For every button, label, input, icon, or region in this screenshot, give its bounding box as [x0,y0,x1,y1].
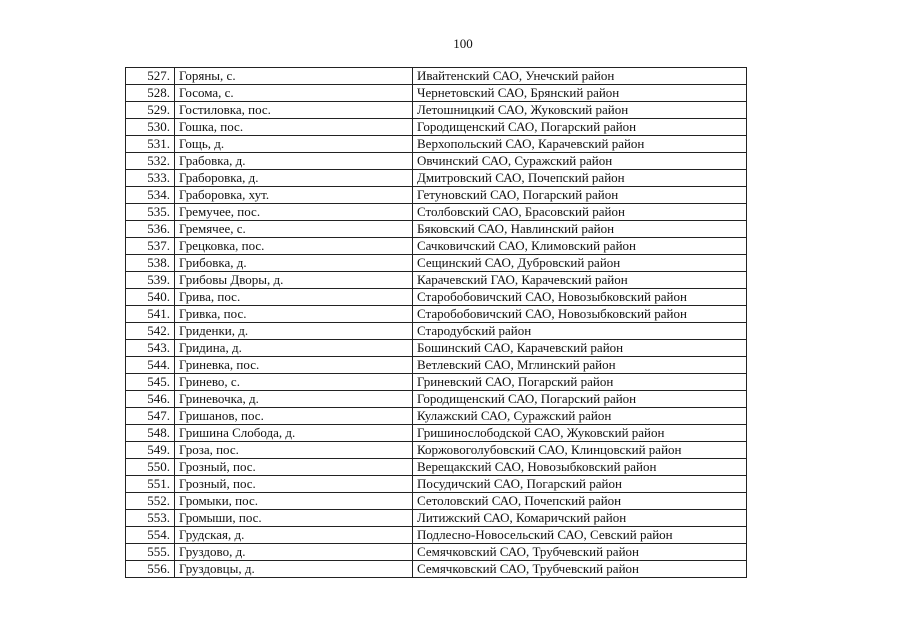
administrative-unit-cell: Посудичский САО, Погарский район [413,476,747,493]
administrative-unit-cell: Семячковский САО, Трубчевский район [413,561,747,578]
settlements-table-body [126,68,747,578]
administrative-unit-cell: Чернетовский САО, Брянский район [413,85,747,102]
administrative-unit-cell: Дмитровский САО, Почепский район [413,170,747,187]
administrative-unit-cell: Старобобовичский САО, Новозыбковский район [413,306,747,323]
row-number-cell: 527. [126,68,175,85]
row-number-cell: 556. [126,561,175,578]
table-row [126,425,747,442]
administrative-unit-cell: Бяковский САО, Навлинский район [413,221,747,238]
table-row [126,153,747,170]
row-number-cell: 533. [126,170,175,187]
table-row [126,459,747,476]
row-number-cell: 546. [126,391,175,408]
row-number-cell: 554. [126,527,175,544]
row-number-cell: 531. [126,136,175,153]
settlement-name-cell: Гришанов, пос. [175,408,413,425]
table-row [126,272,747,289]
settlement-name-cell: Гроза, пос. [175,442,413,459]
row-number-cell: 551. [126,476,175,493]
table-row [126,238,747,255]
settlement-name-cell: Груздово, д. [175,544,413,561]
settlement-name-cell: Гриденки, д. [175,323,413,340]
table-row [126,136,747,153]
settlement-name-cell: Гришина Слобода, д. [175,425,413,442]
settlement-name-cell: Грецковка, пос. [175,238,413,255]
settlements-table [125,67,747,578]
administrative-unit-cell: Столбовский САО, Брасовский район [413,204,747,221]
table-row [126,306,747,323]
administrative-unit-cell: Городищенский САО, Погарский район [413,391,747,408]
settlement-name-cell: Громыши, пос. [175,510,413,527]
row-number-cell: 550. [126,459,175,476]
row-number-cell: 532. [126,153,175,170]
administrative-unit-cell: Бошинский САО, Карачевский район [413,340,747,357]
table-row [126,323,747,340]
table-row [126,255,747,272]
administrative-unit-cell: Гриневский САО, Погарский район [413,374,747,391]
settlement-name-cell: Госома, с. [175,85,413,102]
row-number-cell: 538. [126,255,175,272]
table-row [126,527,747,544]
table-row [126,187,747,204]
row-number-cell: 537. [126,238,175,255]
table-row [126,85,747,102]
administrative-unit-cell: Городищенский САО, Погарский район [413,119,747,136]
administrative-unit-cell: Карачевский ГАО, Карачевский район [413,272,747,289]
settlement-name-cell: Грозный, пос. [175,459,413,476]
administrative-unit-cell: Сачковичский САО, Климовский район [413,238,747,255]
administrative-unit-cell: Ветлевский САО, Мглинский район [413,357,747,374]
settlement-name-cell: Гривка, пос. [175,306,413,323]
row-number-cell: 534. [126,187,175,204]
table-row [126,476,747,493]
row-number-cell: 549. [126,442,175,459]
table-row [126,221,747,238]
settlement-name-cell: Грабовка, д. [175,153,413,170]
settlement-name-cell: Гремячее, с. [175,221,413,238]
administrative-unit-cell: Гетуновский САО, Погарский район [413,187,747,204]
administrative-unit-cell: Кулажский САО, Суражский район [413,408,747,425]
table-row [126,119,747,136]
table-row [126,102,747,119]
administrative-unit-cell: Старобобовичский САО, Новозыбковский район [413,289,747,306]
row-number-cell: 544. [126,357,175,374]
administrative-unit-cell: Коржовоголубовский САО, Клинцовский район [413,442,747,459]
table-row [126,170,747,187]
row-number-cell: 540. [126,289,175,306]
administrative-unit-cell: Литижский САО, Комаричский район [413,510,747,527]
page-number: 100 [453,36,473,51]
settlement-name-cell: Гощь, д. [175,136,413,153]
table-row [126,289,747,306]
settlement-name-cell: Горяны, с. [175,68,413,85]
settlement-name-cell: Грива, пос. [175,289,413,306]
table-row [126,340,747,357]
row-number-cell: 547. [126,408,175,425]
table-row [126,374,747,391]
row-number-cell: 536. [126,221,175,238]
row-number-cell: 528. [126,85,175,102]
row-number-cell: 530. [126,119,175,136]
administrative-unit-cell: Стародубский район [413,323,747,340]
table-row [126,357,747,374]
administrative-unit-cell: Сещинский САО, Дубровский район [413,255,747,272]
table-row [126,408,747,425]
table-row [126,561,747,578]
table-row [126,68,747,85]
settlement-name-cell: Грудская, д. [175,527,413,544]
row-number-cell: 539. [126,272,175,289]
administrative-unit-cell: Подлесно-Новосельский САО, Севский район [413,527,747,544]
table-row [126,493,747,510]
row-number-cell: 542. [126,323,175,340]
settlement-name-cell: Грозный, пос. [175,476,413,493]
row-number-cell: 541. [126,306,175,323]
table-row [126,544,747,561]
settlement-name-cell: Гошка, пос. [175,119,413,136]
administrative-unit-cell: Верещакский САО, Новозыбковский район [413,459,747,476]
administrative-unit-cell: Овчинский САО, Суражский район [413,153,747,170]
settlement-name-cell: Граборовка, д. [175,170,413,187]
row-number-cell: 548. [126,425,175,442]
settlement-name-cell: Гринево, с. [175,374,413,391]
row-number-cell: 552. [126,493,175,510]
settlement-name-cell: Грибовка, д. [175,255,413,272]
administrative-unit-cell: Сетоловский САО, Почепский район [413,493,747,510]
settlement-name-cell: Гриневочка, д. [175,391,413,408]
administrative-unit-cell: Летошницкий САО, Жуковский район [413,102,747,119]
row-number-cell: 543. [126,340,175,357]
settlement-name-cell: Громыки, пос. [175,493,413,510]
settlement-name-cell: Гостиловка, пос. [175,102,413,119]
table-row [126,204,747,221]
table-row [126,510,747,527]
administrative-unit-cell: Гришинослободской САО, Жуковский район [413,425,747,442]
administrative-unit-cell: Ивайтенский САО, Унечский район [413,68,747,85]
settlement-name-cell: Гридина, д. [175,340,413,357]
administrative-unit-cell: Семячковский САО, Трубчевский район [413,544,747,561]
settlement-name-cell: Гремучее, пос. [175,204,413,221]
row-number-cell: 545. [126,374,175,391]
administrative-unit-cell: Верхопольский САО, Карачевский район [413,136,747,153]
settlement-name-cell: Гриневка, пос. [175,357,413,374]
row-number-cell: 535. [126,204,175,221]
row-number-cell: 529. [126,102,175,119]
row-number-cell: 555. [126,544,175,561]
table-row [126,442,747,459]
settlement-name-cell: Граборовка, хут. [175,187,413,204]
settlement-name-cell: Груздовцы, д. [175,561,413,578]
table-row [126,391,747,408]
settlement-name-cell: Грибовы Дворы, д. [175,272,413,289]
row-number-cell: 553. [126,510,175,527]
